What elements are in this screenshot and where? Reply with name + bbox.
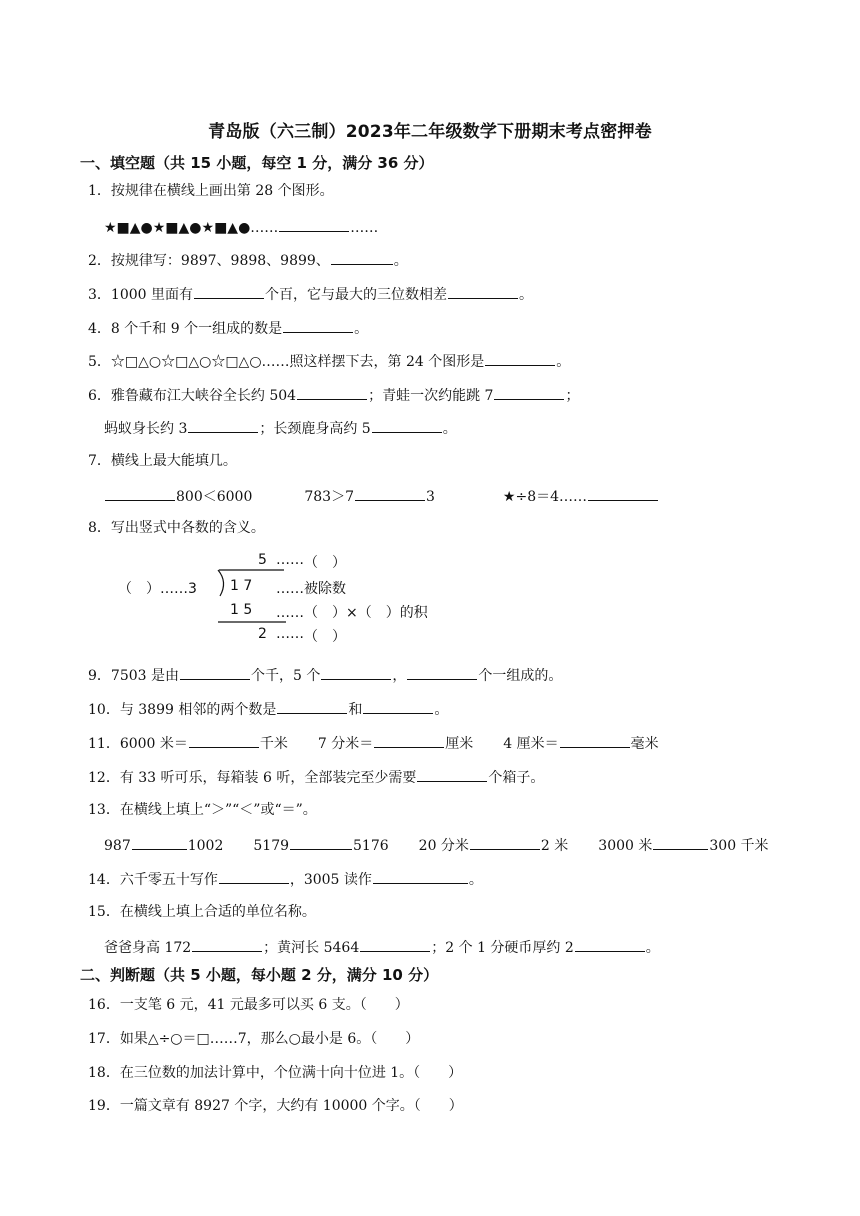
question-1: [88, 182, 334, 200]
question-6-line-2: [104, 418, 457, 438]
question-10: [88, 699, 448, 719]
question-15: [88, 903, 316, 921]
question-14-text-a: 14．六千零五十写作: [88, 872, 218, 888]
answer-blank[interactable]: [485, 351, 555, 366]
question-10-and: 和: [348, 702, 363, 718]
question-9-sep: ，: [392, 668, 407, 684]
division-rule: [218, 620, 288, 624]
answer-blank[interactable]: [277, 699, 347, 714]
question-2-text: 2．按规律写：9897、9898、9899、: [88, 253, 330, 269]
question-11-text-c: 4 厘米＝: [503, 736, 559, 752]
question-14-text-b: ，3005 读作: [289, 872, 372, 888]
question-15-text-a: 爸爸身高 172: [104, 940, 192, 956]
question-11-unit-b: 厘米: [445, 736, 474, 752]
answer-blank[interactable]: [283, 318, 353, 333]
page-title: 青岛版（六三制）2023年二年级数学下册期末考点密押卷: [208, 122, 652, 142]
division-dots: ……: [276, 626, 304, 642]
question-14: [88, 869, 483, 889]
question-2: [88, 250, 408, 270]
question-12-text: 12．有 33 听可乐，每箱装 6 听，全部装完至少需要: [88, 770, 417, 786]
answer-blank[interactable]: [331, 250, 393, 265]
question-14-end: 。: [468, 872, 483, 888]
question-12: [88, 767, 544, 787]
question-11-text-a: 11．6000 米＝: [88, 736, 188, 752]
question-6-text-a: 6．雅鲁藏布江大峡谷全长约 504: [88, 388, 297, 404]
question-13: [88, 801, 317, 819]
question-11-text-b: 7 分米＝: [317, 736, 374, 752]
question-15-items: [104, 937, 660, 957]
answer-blank[interactable]: [180, 665, 250, 680]
question-17[interactable]: 17．如果△÷○＝□……7，那么○最小是 6。（ ）: [88, 1031, 420, 1047]
question-1-pattern-line: [104, 217, 378, 237]
answer-blank[interactable]: [373, 869, 468, 884]
question-13-text: 13．在横线上填上“＞”“＜”或“＝”。: [88, 802, 317, 818]
question-11-unit-a: 千米: [259, 736, 288, 752]
question-7-item-a: 800＜6000: [176, 489, 253, 505]
answer-blank[interactable]: [355, 486, 425, 501]
question-5-text: 5．☆□△○☆□△○☆□△○……照这样摆下去，第 24 个图形是: [88, 354, 485, 370]
answer-blank[interactable]: [189, 733, 259, 748]
answer-blank[interactable]: [194, 284, 264, 299]
question-6-text-d: 蚂蚁身长约 3: [104, 421, 188, 437]
division-quotient: 5: [258, 552, 267, 568]
question-15-end: 。: [645, 940, 660, 956]
question-15-text: 15．在横线上填上合适的单位名称。: [88, 904, 316, 920]
question-2-end: 。: [393, 253, 408, 269]
division-product-label[interactable]: ……（ ）×（ ）的积: [276, 605, 428, 621]
question-13-b-right: 5176: [353, 838, 389, 854]
question-13-c-right: 2 米: [540, 838, 569, 854]
question-3: [88, 284, 533, 304]
answer-blank[interactable]: [192, 937, 262, 952]
question-15-text-c: ；2 个 1 分硬币厚约 2: [431, 940, 574, 956]
question-13-d-left: 3000 米: [598, 838, 653, 854]
question-4-text: 4．8 个千和 9 个一组成的数是: [88, 321, 283, 337]
answer-blank[interactable]: [372, 418, 442, 433]
answer-blank[interactable]: [290, 835, 352, 850]
question-8-text: 8．写出竖式中各数的含义。: [88, 520, 265, 536]
answer-blank[interactable]: [494, 385, 564, 400]
question-15-text-b: ；黄河长 5464: [263, 940, 360, 956]
question-7-item-d: ★÷8＝4……: [502, 489, 588, 505]
question-4: [88, 318, 368, 338]
answer-blank[interactable]: [653, 835, 708, 850]
answer-blank[interactable]: [448, 284, 518, 299]
question-13-a-right: 1002: [187, 838, 224, 854]
question-8: [88, 519, 265, 537]
question-6-text-e: ；长颈鹿身高约 5: [259, 421, 371, 437]
question-6-text-b: ；青蛙一次约能跳 7: [368, 388, 494, 404]
answer-blank[interactable]: [321, 665, 391, 680]
answer-blank[interactable]: [470, 835, 540, 850]
division-product: 1 5: [230, 602, 253, 618]
answer-blank[interactable]: [188, 418, 258, 433]
answer-blank[interactable]: [374, 733, 444, 748]
division-answer-paren[interactable]: （ ）: [304, 555, 346, 571]
question-10-end: 。: [434, 702, 449, 718]
question-3-text-a: 3．1000 里面有: [88, 287, 193, 303]
answer-blank[interactable]: [363, 699, 433, 714]
question-1-tail: ……: [350, 220, 379, 236]
long-division-figure: [118, 548, 458, 648]
answer-blank[interactable]: [588, 486, 658, 501]
question-3-text-b: 个百，它与最大的三位数相差: [265, 287, 447, 303]
question-6: [88, 385, 579, 405]
question-12-end: 个箱子。: [488, 770, 545, 786]
section-fill-in-title: 一、填空题（共 15 小题，每空 1 分，满分 36 分）: [80, 154, 434, 172]
section-true-false-title: 二、判断题（共 5 小题，每小题 2 分，满分 10 分）: [80, 966, 439, 984]
question-13-b-left: 5179: [253, 838, 290, 854]
answer-blank[interactable]: [417, 767, 487, 782]
question-4-end: 。: [354, 321, 369, 337]
answer-blank[interactable]: [575, 937, 645, 952]
question-16[interactable]: 16．一支笔 6 元，41 元最多可以买 6 支。（ ）: [88, 997, 409, 1013]
answer-blank[interactable]: [407, 665, 477, 680]
question-1-pattern: ★■▲●★■▲●★■▲●……: [104, 220, 279, 236]
question-3-end: 。: [519, 287, 533, 303]
division-answer-paren[interactable]: （ ）: [304, 629, 346, 645]
question-13-d-right: 300 千米: [709, 838, 769, 854]
question-6-end: 。: [442, 421, 457, 437]
question-11-unit-c: 毫米: [630, 736, 659, 752]
question-6-sep: ；: [565, 388, 580, 404]
question-13-items: [104, 835, 769, 855]
question-9-end: 个一组成的。: [478, 668, 563, 684]
answer-blank[interactable]: [279, 217, 349, 232]
question-13-c-left: 20 分米: [418, 838, 469, 854]
question-5-end: 。: [556, 354, 571, 370]
question-7-items: [104, 486, 659, 506]
answer-blank[interactable]: [132, 835, 187, 850]
division-divisor-label[interactable]: （ ）……3: [118, 581, 197, 597]
question-9: [88, 665, 562, 685]
question-11: [88, 733, 659, 753]
question-7-item-c: 3: [426, 489, 435, 505]
answer-blank[interactable]: [105, 486, 175, 501]
question-7-item-b: 783＞7: [304, 489, 354, 505]
question-1-text: 1．按规律在横线上画出第 28 个图形。: [88, 183, 334, 199]
question-10-text: 10．与 3899 相邻的两个数是: [88, 702, 277, 718]
question-13-a-left: 987: [104, 838, 131, 854]
question-7: [88, 452, 237, 470]
answer-blank[interactable]: [297, 385, 367, 400]
question-5: [88, 351, 570, 371]
answer-blank[interactable]: [219, 869, 289, 884]
division-remainder: 2: [258, 626, 267, 642]
division-dividend: 1 7: [230, 578, 253, 594]
answer-blank[interactable]: [560, 733, 630, 748]
question-7-text: 7．横线上最大能填几。: [88, 453, 237, 469]
question-19[interactable]: 19．一篇文章有 8927 个字，大约有 10000 个字。（ ）: [88, 1098, 463, 1114]
question-9-text-b: 个千，5 个: [251, 668, 321, 684]
answer-blank[interactable]: [360, 937, 430, 952]
question-9-text-a: 9．7503 是由: [88, 668, 179, 684]
division-dividend-label: ……被除数: [276, 581, 346, 597]
division-dots: ……: [276, 552, 304, 568]
question-18[interactable]: 18．在三位数的加法计算中，个位满十向十位进 1。（ ）: [88, 1065, 463, 1081]
